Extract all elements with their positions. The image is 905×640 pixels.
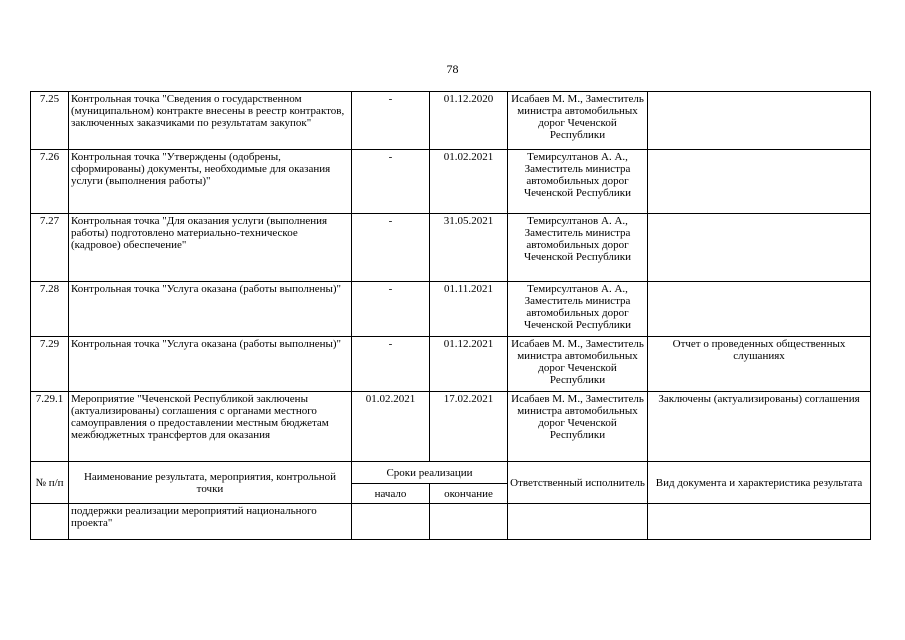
row-end: 01.12.2021 — [430, 337, 508, 392]
row-end: 31.05.2021 — [430, 214, 508, 282]
table-row — [31, 214, 871, 282]
row-name: Контрольная точка "Для оказания услуги (выполнения работы) подготовлено материально-техническое (кадровое) обеспечение" — [69, 214, 352, 282]
table-row — [31, 504, 871, 540]
row-responsible: Исабаев М. М., Заместитель министра автомобильных дорог Чеченской Республики — [508, 92, 648, 150]
row-start: - — [352, 92, 430, 150]
header-responsible: Ответственный исполнитель — [508, 462, 648, 504]
row-document: Заключены (актуализированы) соглашения — [648, 392, 871, 462]
row-name: Контрольная точка "Услуга оказана (работы выполнены)" — [69, 337, 352, 392]
row-end: 01.02.2021 — [430, 150, 508, 214]
row-start: - — [352, 282, 430, 337]
row-responsible: Темирсултанов А. А., Заместитель министра автомобильных дорог Чеченской Республики — [508, 282, 648, 337]
row-responsible: Исабаев М. М., Заместитель министра автомобильных дорог Чеченской Республики — [508, 392, 648, 462]
row-number: 7.25 — [31, 92, 69, 150]
header-number: № п/п — [31, 462, 69, 504]
row-number: 7.28 — [31, 282, 69, 337]
row-responsible: Темирсултанов А. А., Заместитель министра автомобильных дорог Чеченской Республики — [508, 150, 648, 214]
row-end: 01.11.2021 — [430, 282, 508, 337]
row-document: Отчет о проведенных общественных слушаниях — [648, 337, 871, 392]
row-name: Мероприятие "Чеченской Республикой заключены (актуализированы) соглашения с органами местного самоуправления о предоставлении местным бюджетам межбюджетных трансфертов для оказания — [69, 392, 352, 462]
row-number: 7.27 — [31, 214, 69, 282]
row-responsible — [508, 504, 648, 540]
row-start — [352, 504, 430, 540]
row-document — [648, 282, 871, 337]
row-number: 7.26 — [31, 150, 69, 214]
header-document: Вид документа и характеристика результата — [648, 462, 871, 504]
table-row — [31, 392, 871, 462]
header-start: начало — [352, 484, 430, 504]
row-document — [648, 92, 871, 150]
row-start: - — [352, 214, 430, 282]
row-end — [430, 504, 508, 540]
header-end: окончание — [430, 484, 508, 504]
row-name: поддержки реализации мероприятий национального проекта" — [69, 504, 352, 540]
row-start: - — [352, 150, 430, 214]
plan-table — [30, 91, 871, 540]
row-start: - — [352, 337, 430, 392]
header-name: Наименование результата, мероприятия, контрольной точки — [69, 462, 352, 504]
table-row — [31, 337, 871, 392]
table-row — [31, 150, 871, 214]
row-end: 17.02.2021 — [430, 392, 508, 462]
row-end: 01.12.2020 — [430, 92, 508, 150]
row-number — [31, 504, 69, 540]
header-period: Сроки реализации — [352, 462, 508, 484]
row-start: 01.02.2021 — [352, 392, 430, 462]
row-number: 7.29 — [31, 337, 69, 392]
row-number: 7.29.1 — [31, 392, 69, 462]
table-header-row — [31, 462, 871, 484]
page-number: 78 — [446, 62, 459, 76]
row-name: Контрольная точка "Сведения о государственном (муниципальном) контракте внесены в реестр контрактов, заключенных заказчиками по результатам закупок" — [69, 92, 352, 150]
row-document — [648, 150, 871, 214]
row-document — [648, 504, 871, 540]
row-name: Контрольная точка "Утверждены (одобрены, сформированы) документы, необходимые для оказания услуги (выполнения работы)" — [69, 150, 352, 214]
table-row — [31, 92, 871, 150]
table-row — [31, 282, 871, 337]
row-responsible: Темирсултанов А. А., Заместитель министра автомобильных дорог Чеченской Республики — [508, 214, 648, 282]
row-document — [648, 214, 871, 282]
row-name: Контрольная точка "Услуга оказана (работы выполнены)" — [69, 282, 352, 337]
row-responsible: Исабаев М. М., Заместитель министра автомобильных дорог Чеченской Республики — [508, 337, 648, 392]
